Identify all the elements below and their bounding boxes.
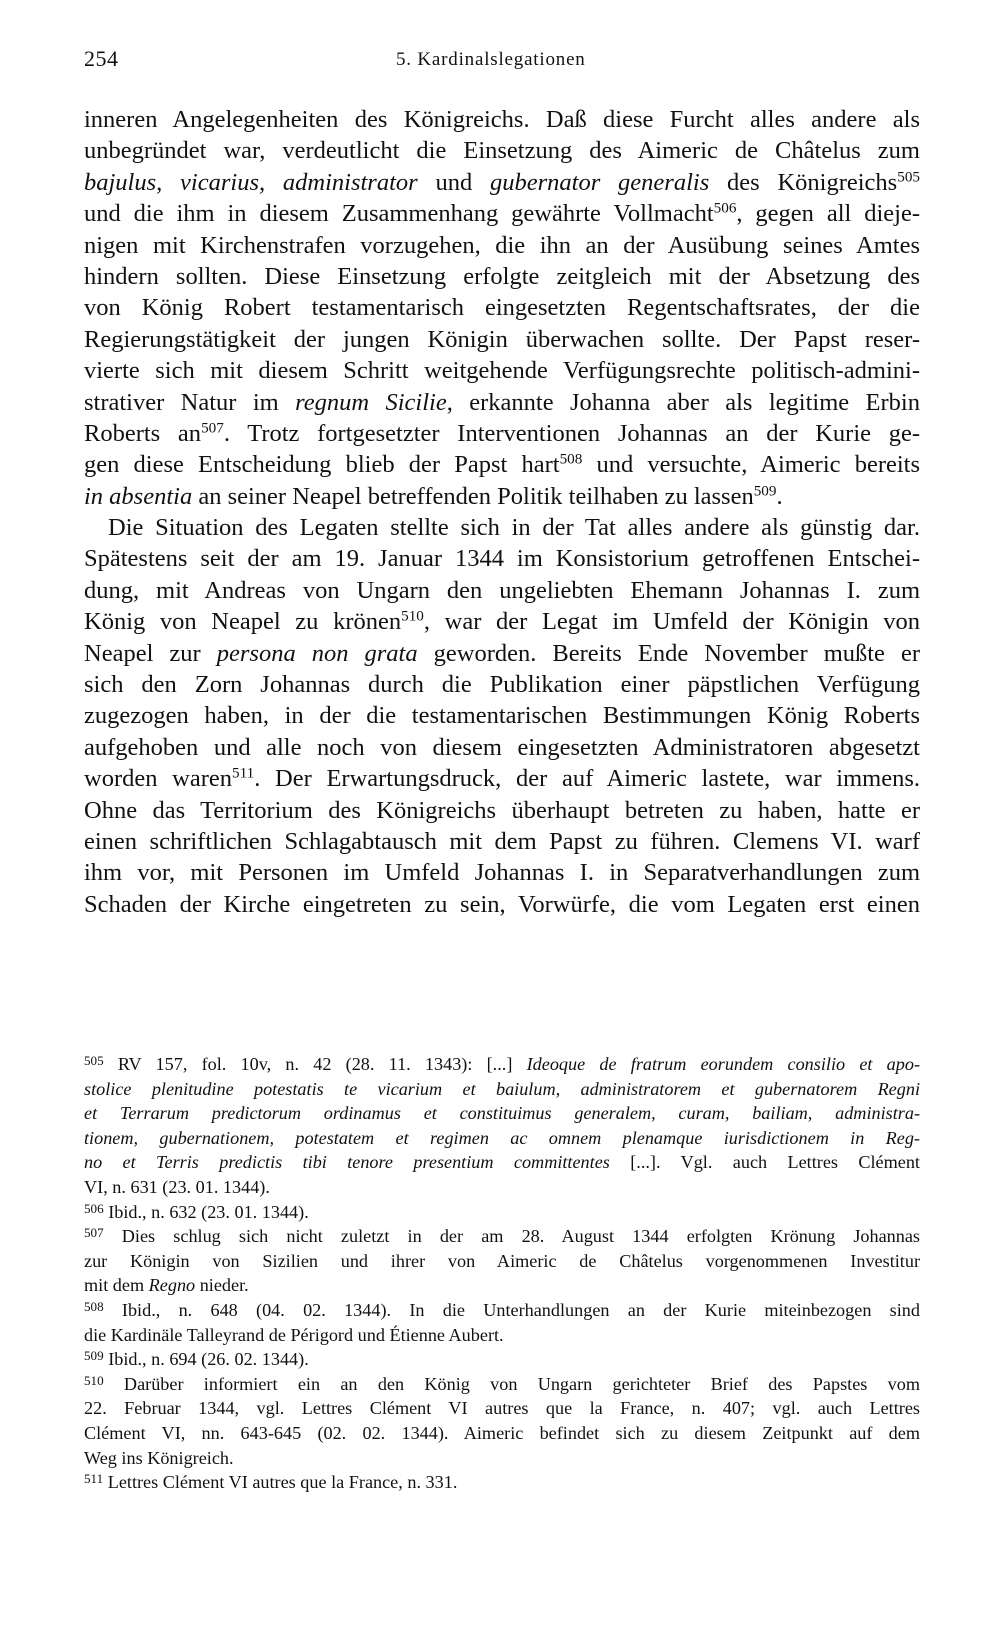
footnote-ref-509[interactable]: 509 bbox=[753, 482, 777, 500]
running-title: 5. Kardinalslegationen bbox=[396, 49, 586, 70]
footnote-line-07: $^{506}$ Ibid., n. 632 (23. 01. 1344). bbox=[84, 1200, 309, 1222]
text-line-23: Ohne das Territorium des Königreichs überhaupt betreten zu haben, hatte er bbox=[84, 796, 920, 824]
text-line-09: vierte sich mit diesem Schritt weitgehende Verfügungsrechte politisch-admini- bbox=[84, 357, 920, 385]
footnote-ref-508[interactable]: 508 bbox=[559, 450, 583, 468]
footnote-line-06: VI, n. 631 (23. 01. 1344). bbox=[84, 1176, 270, 1197]
text-line-11: Roberts $an^{507}$. Trotz fortgesetzter Interventionen Johannas an der Kurie ge- bbox=[84, 419, 920, 447]
text-line-14: Die Situation des Legaten stellte sich in der Tat alles andere als günstig dar. bbox=[108, 514, 920, 542]
text-line-05: nigen mit Kirchenstrafen vorzugehen, die ihn an der Ausübung seines Amtes bbox=[84, 231, 920, 259]
footnote-line-13: $^{509}$ Ibid., n. 694 (26. 02. 1344). bbox=[84, 1347, 309, 1370]
footnote-line-09: zur Königin von Sizilien und ihrer von Aimeric de Châtelus vorgenommenen Investitur bbox=[84, 1250, 920, 1271]
text-line-13: in absentia an seiner Neapel betreffenden Politik teilhaben zu lassen$^{509}$. bbox=[84, 482, 783, 510]
footnote-ref-506[interactable]: 506 bbox=[713, 199, 737, 217]
footnote-number: 505 bbox=[84, 1052, 104, 1068]
footnote-line-01: $^{505}$ RV 157, fol. 10v, n. 42 (28. 11. 1343): [...] Ideoque de fratrum eorundem consilio et apo- bbox=[84, 1052, 920, 1074]
text-line-16: dung, mit Andreas von Ungarn den ungeliebten Ehemann Johannas I. zum bbox=[84, 576, 920, 604]
footnote-number: 506 bbox=[84, 1200, 104, 1216]
footnote-line-14: $^{510}$ Darüber informiert ein an den König von Ungarn gerichteter Brief des Papstes vom bbox=[84, 1372, 920, 1394]
footnote-line-15: 22. Februar 1344, vgl. Lettres Clément VI autres que la France, n. 407; vgl. auch Lettres bbox=[84, 1398, 920, 1419]
footnote-line-03: et Terrarum predictorum ordinamus et constituimus generalem, curam, bailiam, administra- bbox=[84, 1103, 920, 1124]
text-line-04: und die ihm in diesem Zusammenhang gewährte Vollmacht$^{506}$, gegen all dieje- bbox=[84, 199, 920, 228]
text-line-08: Regierungstätigkeit der jungen Königin überwachen sollte. Der Papst reser- bbox=[84, 325, 920, 353]
text-line-24: einen schriftlichen Schlagabtausch mit dem Papst zu führen. Clemens VI. warf bbox=[84, 827, 920, 855]
text-line-25: ihm vor, mit Personen im Umfeld Johannas I. in Separatverhandlungen zum bbox=[84, 859, 920, 887]
footnote-ref-505[interactable]: 505 bbox=[897, 168, 920, 186]
footnote-line-08: $^{507}$ Dies schlug sich nicht zuletzt in der am 28. August 1344 erfolgten Krönung Johannas bbox=[84, 1224, 920, 1247]
footnote-line-11: $^{508}$ Ibid., n. 648 (04. 02. 1344). In die Unterhandlungen an der Kurie miteinbezogen sind bbox=[84, 1298, 920, 1320]
footnote-ref-511[interactable]: 511 bbox=[232, 764, 255, 782]
text-line-15: Spätestens seit der am 19. Januar 1344 im Konsistorium getroffenen Entschei- bbox=[84, 545, 920, 573]
text-line-02: unbegründet war, verdeutlicht die Einsetzung des Aimeric de Châtelus zum bbox=[84, 137, 920, 165]
text-line-20: zugezogen haben, in der die testamentarischen Bestimmungen König Roberts bbox=[84, 702, 920, 730]
footnote-line-05: no et Terris predictis tibi tenore presentium committentes [...]. Vgl. auch Lettres Clément bbox=[84, 1152, 920, 1173]
page-number: 254 bbox=[84, 46, 119, 71]
text-line-12: gen diese Entscheidung blieb der Papst hart$^{508}$ und versuchte, Aimeric bereits bbox=[84, 450, 920, 479]
footnote-line-16: Clément VI, nn. 643-645 (02. 02. 1344). Aimeric befindet sich zu diesem Zeitpunkt auf dem bbox=[84, 1422, 920, 1443]
footnote-number: 509 bbox=[84, 1347, 104, 1363]
footnote-line-04: tionem, gubernationem, potestatem et regimen ac omnem plenamque iurisdictionem in Reg- bbox=[84, 1127, 920, 1148]
footnote-number: 508 bbox=[84, 1298, 104, 1314]
text-line-01: inneren Angelegenheiten des Königreichs. Daß diese Furcht alles andere als bbox=[84, 106, 920, 133]
text-line-21: aufgehoben und alle noch von diesem eingesetzten Administratoren abgesetzt bbox=[84, 733, 920, 761]
footnote-number: 510 bbox=[84, 1372, 104, 1388]
main-text bbox=[84, 104, 920, 920]
footnote-number: 507 bbox=[84, 1224, 104, 1240]
footnote-ref-507[interactable]: 507 bbox=[201, 419, 224, 437]
footnote-ref-510[interactable]: 510 bbox=[401, 607, 424, 625]
footnote-line-12: die Kardinäle Talleyrand de Périgord und Étienne Aubert. bbox=[84, 1324, 504, 1345]
text-line-22: worden waren$^{511}$. Der Erwartungsdruck, der auf Aimeric lastete, war immens. bbox=[84, 764, 920, 793]
text-line-18: Neapel zur persona non grata geworden. Bereits Ende November mußte er bbox=[84, 639, 921, 667]
text-line-03: bajulus, vicarius, administrator und gubernator generalis des Königreichs$^{505}$ bbox=[84, 168, 920, 196]
footnote-line-10: mit dem Regno nieder. bbox=[84, 1275, 249, 1296]
text-line-26: Schaden der Kirche eingetreten zu sein, Vorwürfe, die vom Legaten erst einen bbox=[84, 890, 920, 918]
footnote-number: 511 bbox=[84, 1470, 104, 1486]
text-line-10: strativer Natur im regnum Sicilie, erkannte Johanna aber als legitime Erbin bbox=[84, 388, 920, 416]
text-line-07: von König Robert testamentarisch eingesetzten Regentschaftsrates, der die bbox=[84, 294, 920, 322]
footnote-line-18: $^{511}$ Lettres Clément VI autres que la France, n. 331. bbox=[84, 1470, 458, 1493]
text-line-19: sich den Zorn Johannas durch die Publikation einer päpstlichen Verfügung bbox=[84, 671, 920, 699]
text-line-17: König von Neapel zu krönen$^{510}$, war der Legat im Umfeld der Königin von bbox=[84, 607, 920, 636]
footnote-line-17: Weg ins Königreich. bbox=[84, 1447, 234, 1468]
footnote-line-02: stolice plenitudine potestatis te vicarium et baiulum, administratorem et gubernatorem Regni bbox=[84, 1078, 920, 1099]
footnotes bbox=[84, 1052, 920, 1495]
text-line-06: hindern sollten. Diese Einsetzung erfolgte zeitgleich mit der Absetzung des bbox=[84, 262, 920, 290]
